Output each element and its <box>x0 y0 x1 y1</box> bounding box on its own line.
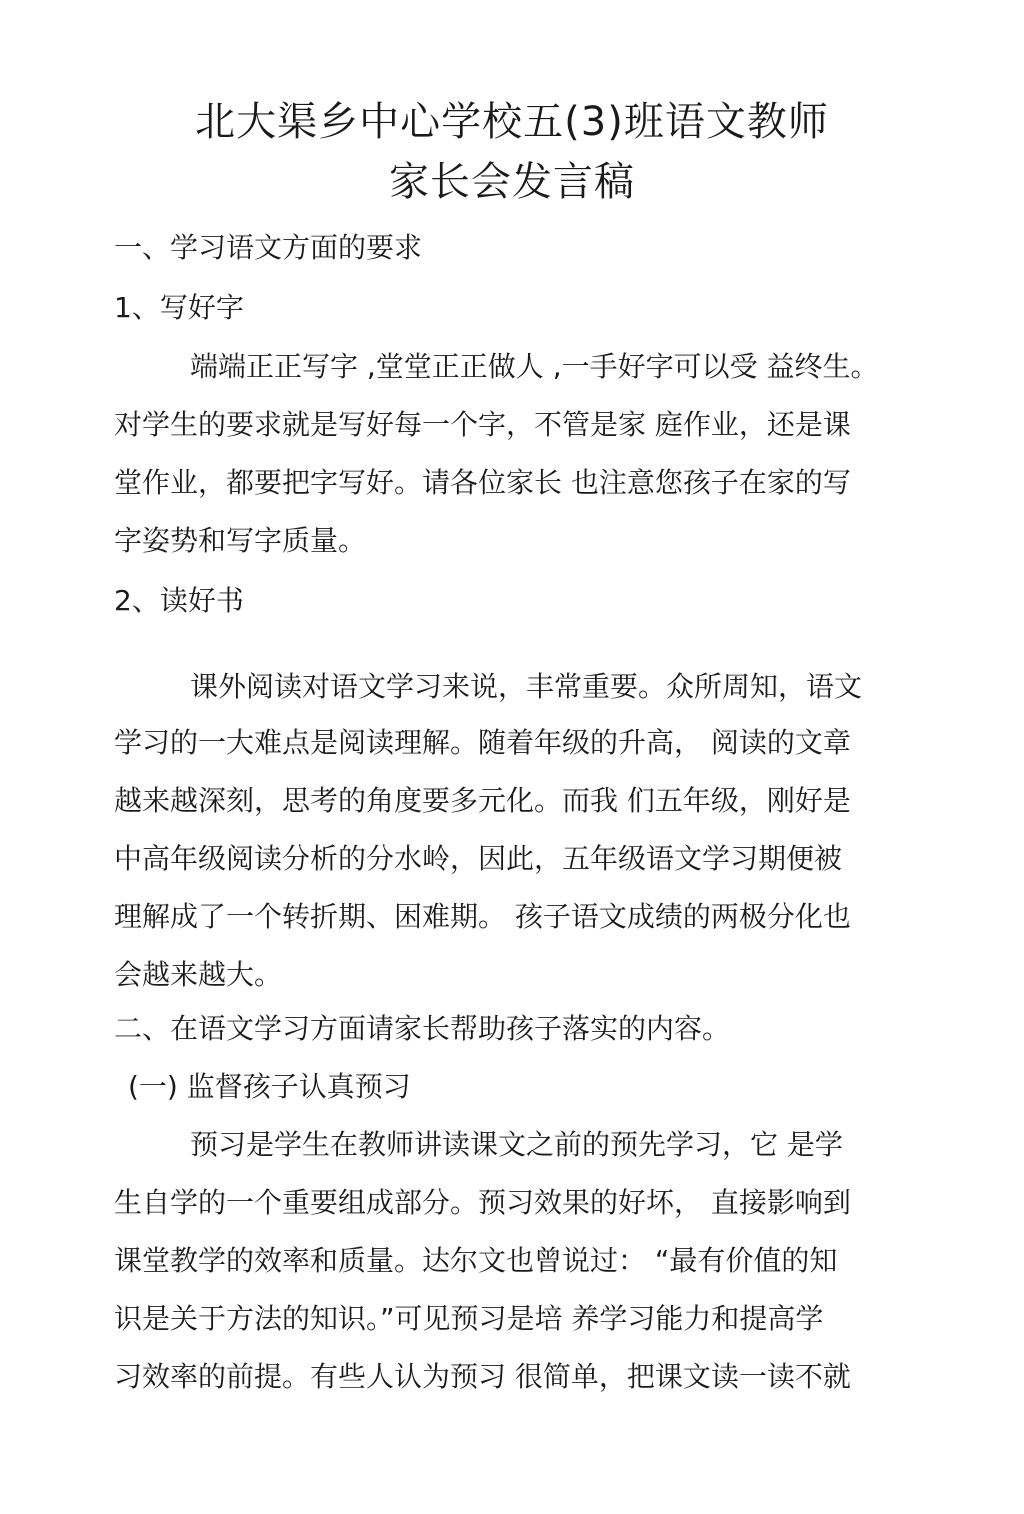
item-1-paragraph-line: 端端正正写字 ,堂堂正正做人 ,一手好字可以受 益终生。 <box>190 350 879 383</box>
item-2-heading: 2、读好书 <box>114 584 244 617</box>
subsection-1-paragraph-line: 习效率的前提。有些人认为预习 很简单，把课文读一读不就 <box>114 1360 851 1393</box>
item-1-paragraph-line: 字姿势和写字质量。 <box>114 524 367 557</box>
item-2-paragraph-line: 会越来越大。 <box>114 958 283 991</box>
section-2-heading: 二、在语文学习方面请家长帮助孩子落实的内容。 <box>114 1012 731 1045</box>
item-2-paragraph-line: 学习的一大难点是阅读理解。随着年级的升高， 阅读的文章 <box>114 726 851 759</box>
subsection-1-paragraph-line: 识是关于方法的知识。”可见预习是培 养学习能力和提高学 <box>114 1302 824 1335</box>
item-2-paragraph-line: 越来越深刻，思考的角度要多元化。而我 们五年级，刚好是 <box>114 784 851 817</box>
subsection-1-paragraph-line: 生自学的一个重要组成部分。预习效果的好坏， 直接影响到 <box>114 1186 851 1219</box>
section-1-heading: 一、学习语文方面的要求 <box>114 231 423 264</box>
item-1-paragraph-line: 堂作业，都要把字写好。请各位家长 也注意您孩子在家的写 <box>114 466 851 499</box>
subsection-1-paragraph-line: 预习是学生在教师讲读课文之前的预先学习，它 是学 <box>190 1128 843 1161</box>
subsection-1-paragraph-line: 课堂教学的效率和质量。达尔文也曾说过： “最有价值的知 <box>114 1244 838 1277</box>
item-2-paragraph-line: 课外阅读对语文学习来说，丰常重要。众所周知，语文 <box>190 670 863 703</box>
document-title-line-2: 家长会发言稿 <box>389 159 635 205</box>
document-title-line-1: 北大渠乡中心学校五(3)班语文教师 <box>195 99 829 145</box>
item-1-heading: 1、写好字 <box>114 291 244 324</box>
item-2-paragraph-line: 中高年级阅读分析的分水岭，因此，五年级语文学习期便被 <box>114 842 843 875</box>
subsection-1-heading: (一) 监督孩子认真预习 <box>128 1070 411 1103</box>
item-2-paragraph-line: 理解成了一个转折期、困难期。 孩子语文成绩的两极分化也 <box>114 900 851 933</box>
item-1-paragraph-line: 对学生的要求就是写好每一个字，不管是家 庭作业，还是课 <box>114 408 851 441</box>
